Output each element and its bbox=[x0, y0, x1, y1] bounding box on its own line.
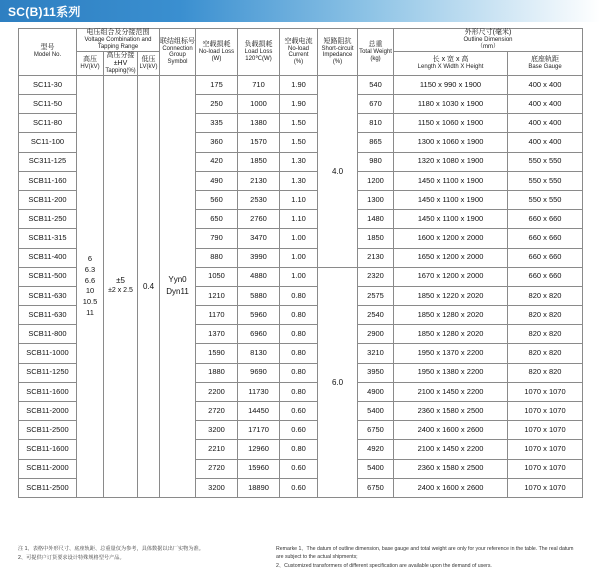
cell-noload-loss: 1210 bbox=[196, 286, 238, 305]
cell-load-loss: 17170 bbox=[238, 421, 280, 440]
table-body bbox=[19, 75, 583, 497]
cell-noload-loss: 1170 bbox=[196, 306, 238, 325]
footnotes bbox=[18, 546, 582, 571]
cell-load-loss: 8130 bbox=[238, 344, 280, 363]
cell-weight: 5400 bbox=[358, 402, 394, 421]
tapping-sub: ±2 x 2.5 bbox=[108, 287, 133, 295]
cell-noload-current: 1.00 bbox=[280, 267, 318, 286]
col-voltage-group: 电压组合及分接范围 Voltage Combination and Tapping Range bbox=[77, 29, 160, 52]
cell-load-loss: 2760 bbox=[238, 210, 280, 229]
connection-symbol: Dyn11 bbox=[166, 287, 189, 297]
cell-noload-current: 0.80 bbox=[280, 306, 318, 325]
cell-weight: 2320 bbox=[358, 267, 394, 286]
cell-noload-loss: 650 bbox=[196, 210, 238, 229]
cell-noload-loss: 790 bbox=[196, 229, 238, 248]
hv-value: 10 bbox=[85, 286, 95, 296]
page-title: SC(B)11系列 bbox=[8, 5, 81, 19]
cell-noload-current: 0.60 bbox=[280, 421, 318, 440]
cell-model: SCB11-2500 bbox=[19, 478, 77, 497]
cell-noload-current: 1.90 bbox=[280, 95, 318, 114]
cell-dimension: 2100 x 1450 x 2200 bbox=[394, 382, 508, 401]
cell-noload-current: 1.00 bbox=[280, 229, 318, 248]
cell-weight: 670 bbox=[358, 95, 394, 114]
cell-dimension: 1180 x 1030 x 1900 bbox=[394, 95, 508, 114]
hv-value: 6 bbox=[87, 253, 93, 263]
cell-load-loss: 5960 bbox=[238, 306, 280, 325]
cell-model: SCB11-800 bbox=[19, 325, 77, 344]
cell-model: SC11-100 bbox=[19, 133, 77, 152]
cell-load-loss: 14450 bbox=[238, 402, 280, 421]
cell-noload-current: 1.10 bbox=[280, 210, 318, 229]
cell-base-gauge: 1070 x 1070 bbox=[508, 402, 583, 421]
cell-noload-current: 1.90 bbox=[280, 75, 318, 94]
cell-model: SC11-30 bbox=[19, 75, 77, 94]
col-connection: 联结组标号 Connection Group Symbol bbox=[160, 29, 196, 76]
cell-hv-values bbox=[77, 75, 104, 497]
cell-model: SCB11-250 bbox=[19, 210, 77, 229]
cell-noload-loss: 420 bbox=[196, 152, 238, 171]
cell-base-gauge: 820 x 820 bbox=[508, 363, 583, 382]
cell-weight: 810 bbox=[358, 114, 394, 133]
cell-model: SCB11-2000 bbox=[19, 459, 77, 478]
cell-impedance: 6.0 bbox=[318, 267, 358, 497]
cell-noload-current: 0.80 bbox=[280, 344, 318, 363]
cell-load-loss: 710 bbox=[238, 75, 280, 94]
cell-dimension: 1950 x 1370 x 2200 bbox=[394, 344, 508, 363]
cell-noload-loss: 1590 bbox=[196, 344, 238, 363]
col-lv: 低压 LV(kV) bbox=[138, 51, 160, 75]
cell-model: SCB11-1000 bbox=[19, 344, 77, 363]
cell-dimension: 1450 x 1100 x 1900 bbox=[394, 190, 508, 209]
cell-noload-loss: 1050 bbox=[196, 267, 238, 286]
table-row bbox=[19, 75, 583, 94]
cell-noload-loss: 2720 bbox=[196, 459, 238, 478]
cell-base-gauge: 820 x 820 bbox=[508, 286, 583, 305]
cell-load-loss: 1850 bbox=[238, 152, 280, 171]
col-tapping: 高压分接±HV Tapping(%) bbox=[105, 51, 136, 74]
cell-load-loss: 15960 bbox=[238, 459, 280, 478]
table-header bbox=[19, 29, 583, 76]
cell-base-gauge: 660 x 660 bbox=[508, 267, 583, 286]
cell-base-gauge: 550 x 550 bbox=[508, 152, 583, 171]
cell-weight: 2540 bbox=[358, 306, 394, 325]
col-weight: 总重 Total Weight (kg) bbox=[358, 29, 394, 76]
cell-dimension: 2360 x 1580 x 2500 bbox=[394, 459, 508, 478]
cell-model: SCB11-315 bbox=[19, 229, 77, 248]
cell-noload-current: 1.50 bbox=[280, 114, 318, 133]
cell-load-loss: 2530 bbox=[238, 190, 280, 209]
cell-base-gauge: 1070 x 1070 bbox=[508, 478, 583, 497]
col-base-gauge: 底座轨距 Base Gauge bbox=[508, 51, 583, 75]
cell-weight: 6750 bbox=[358, 421, 394, 440]
cell-base-gauge: 400 x 400 bbox=[508, 133, 583, 152]
cell-base-gauge: 400 x 400 bbox=[508, 75, 583, 94]
cell-base-gauge: 820 x 820 bbox=[508, 306, 583, 325]
cell-noload-current: 1.00 bbox=[280, 248, 318, 267]
cell-dimension: 1600 x 1200 x 2000 bbox=[394, 229, 508, 248]
cell-noload-current: 0.60 bbox=[280, 402, 318, 421]
header-banner bbox=[0, 0, 600, 22]
cell-model: SCB11-630 bbox=[19, 286, 77, 305]
cell-load-loss: 3990 bbox=[238, 248, 280, 267]
cell-base-gauge: 660 x 660 bbox=[508, 229, 583, 248]
footnote-cn-2: 2、可提供户订货要求设计特殊规格型号产品。 bbox=[18, 554, 125, 561]
cell-dimension: 1300 x 1060 x 1900 bbox=[394, 133, 508, 152]
cell-load-loss: 1000 bbox=[238, 95, 280, 114]
tapping-main: ±5 bbox=[116, 276, 125, 286]
footnotes-en bbox=[276, 546, 576, 571]
cell-dimension: 1650 x 1200 x 2000 bbox=[394, 248, 508, 267]
cell-lv: 0.4 bbox=[138, 75, 160, 497]
cell-base-gauge: 400 x 400 bbox=[508, 114, 583, 133]
cell-load-loss: 11730 bbox=[238, 382, 280, 401]
cell-weight: 4900 bbox=[358, 382, 394, 401]
cell-load-loss: 4880 bbox=[238, 267, 280, 286]
cell-base-gauge: 660 x 660 bbox=[508, 210, 583, 229]
cell-noload-current: 0.60 bbox=[280, 478, 318, 497]
hv-value: 6.6 bbox=[84, 275, 96, 285]
col-model: 型号 Model No. bbox=[19, 29, 77, 76]
cell-noload-loss: 2720 bbox=[196, 402, 238, 421]
cell-dimension: 2360 x 1580 x 2500 bbox=[394, 402, 508, 421]
cell-model: SCB11-400 bbox=[19, 248, 77, 267]
cell-load-loss: 18890 bbox=[238, 478, 280, 497]
col-outline-group: 外形尺寸(毫米) Outline Dimension （mm） bbox=[394, 29, 583, 52]
cell-base-gauge: 1070 x 1070 bbox=[508, 382, 583, 401]
cell-dimension: 2400 x 1600 x 2600 bbox=[394, 421, 508, 440]
cell-noload-current: 0.80 bbox=[280, 286, 318, 305]
cell-noload-loss: 335 bbox=[196, 114, 238, 133]
cell-weight: 865 bbox=[358, 133, 394, 152]
cell-model: SC11-80 bbox=[19, 114, 77, 133]
cell-noload-loss: 2210 bbox=[196, 440, 238, 459]
cell-load-loss: 5880 bbox=[238, 286, 280, 305]
cell-weight: 6750 bbox=[358, 478, 394, 497]
cell-model: SCB11-500 bbox=[19, 267, 77, 286]
cell-noload-loss: 490 bbox=[196, 171, 238, 190]
cell-dimension: 1950 x 1380 x 2200 bbox=[394, 363, 508, 382]
cell-noload-loss: 560 bbox=[196, 190, 238, 209]
cell-noload-current: 1.30 bbox=[280, 171, 318, 190]
col-dimension: 长 x 宽 x 高 Length X Width X Height bbox=[394, 51, 508, 75]
cell-noload-loss: 3200 bbox=[196, 478, 238, 497]
cell-weight: 1200 bbox=[358, 171, 394, 190]
cell-dimension: 1850 x 1280 x 2020 bbox=[394, 306, 508, 325]
cell-noload-current: 1.50 bbox=[280, 133, 318, 152]
cell-connection-symbols bbox=[160, 75, 196, 497]
cell-base-gauge: 400 x 400 bbox=[508, 95, 583, 114]
cell-weight: 3210 bbox=[358, 344, 394, 363]
hv-value: 11 bbox=[86, 308, 94, 318]
cell-weight: 3950 bbox=[358, 363, 394, 382]
col-load-loss: 负载损耗 Load Loss 120℃(W) bbox=[238, 29, 280, 76]
cell-model: SCB11-630 bbox=[19, 306, 77, 325]
cell-weight: 540 bbox=[358, 75, 394, 94]
footnote-en-2: 2、Customized transformers of different specification are available upon the demand of users. bbox=[276, 562, 492, 569]
cell-base-gauge: 550 x 550 bbox=[508, 171, 583, 190]
col-noload-current: 空载电流 No-load Current (%) bbox=[280, 29, 318, 76]
cell-weight: 5400 bbox=[358, 459, 394, 478]
cell-dimension: 1320 x 1080 x 1900 bbox=[394, 152, 508, 171]
cell-dimension: 1850 x 1220 x 2020 bbox=[394, 286, 508, 305]
cell-load-loss: 2130 bbox=[238, 171, 280, 190]
cell-dimension: 1450 x 1100 x 1900 bbox=[394, 171, 508, 190]
col-impedance: 短路阻抗 Short-circuit Impedance (%) bbox=[318, 29, 358, 76]
cell-impedance: 4.0 bbox=[318, 75, 358, 267]
footnote-en-1: Remarke 1、The datum of outline dimension, base gauge and total weight are only for your reference in the table. The real datum are subject to the actual shipments; bbox=[276, 546, 574, 560]
cell-model: SCB11-2500 bbox=[19, 421, 77, 440]
cell-base-gauge: 820 x 820 bbox=[508, 325, 583, 344]
cell-weight: 4920 bbox=[358, 440, 394, 459]
footnotes-cn bbox=[18, 546, 276, 564]
cell-dimension: 2400 x 1600 x 2600 bbox=[394, 478, 508, 497]
specification-table bbox=[18, 28, 583, 498]
footnote-cn-1: 注 1、表格中外形尺寸、底座轨距、总重量仅为参考，具体数据以出厂实物为准。 bbox=[18, 546, 204, 552]
cell-model: SC311-125 bbox=[19, 152, 77, 171]
cell-noload-current: 0.80 bbox=[280, 325, 318, 344]
cell-dimension: 1670 x 1200 x 2000 bbox=[394, 267, 508, 286]
cell-dimension: 1150 x 1060 x 1900 bbox=[394, 114, 508, 133]
cell-model: SCB11-1250 bbox=[19, 363, 77, 382]
cell-load-loss: 12960 bbox=[238, 440, 280, 459]
cell-noload-loss: 3200 bbox=[196, 421, 238, 440]
cell-base-gauge: 1070 x 1070 bbox=[508, 459, 583, 478]
cell-model: SC11-50 bbox=[19, 95, 77, 114]
hv-value: 6.3 bbox=[84, 264, 96, 274]
cell-noload-current: 1.10 bbox=[280, 190, 318, 209]
cell-load-loss: 9690 bbox=[238, 363, 280, 382]
cell-model: SCB11-1600 bbox=[19, 440, 77, 459]
cell-noload-loss: 1880 bbox=[196, 363, 238, 382]
cell-load-loss: 1570 bbox=[238, 133, 280, 152]
cell-dimension: 1850 x 1280 x 2020 bbox=[394, 325, 508, 344]
cell-tapping bbox=[104, 75, 138, 497]
hv-value: 10.5 bbox=[82, 297, 98, 307]
cell-weight: 1480 bbox=[358, 210, 394, 229]
cell-noload-current: 1.30 bbox=[280, 152, 318, 171]
cell-dimension: 1450 x 1100 x 1900 bbox=[394, 210, 508, 229]
col-noload-loss: 空载损耗 No-load Loss (W) bbox=[196, 29, 238, 76]
cell-base-gauge: 820 x 820 bbox=[508, 344, 583, 363]
cell-weight: 2900 bbox=[358, 325, 394, 344]
cell-noload-current: 0.60 bbox=[280, 459, 318, 478]
cell-model: SCB11-1600 bbox=[19, 382, 77, 401]
cell-noload-current: 0.80 bbox=[280, 382, 318, 401]
cell-weight: 980 bbox=[358, 152, 394, 171]
cell-model: SCB11-200 bbox=[19, 190, 77, 209]
connection-symbol: Yyn0 bbox=[168, 274, 187, 284]
cell-weight: 1300 bbox=[358, 190, 394, 209]
cell-model: SCB11-2000 bbox=[19, 402, 77, 421]
cell-noload-loss: 250 bbox=[196, 95, 238, 114]
cell-noload-current: 0.80 bbox=[280, 440, 318, 459]
cell-noload-loss: 880 bbox=[196, 248, 238, 267]
cell-model: SCB11-160 bbox=[19, 171, 77, 190]
cell-base-gauge: 550 x 550 bbox=[508, 190, 583, 209]
cell-noload-current: 0.80 bbox=[280, 363, 318, 382]
cell-weight: 2575 bbox=[358, 286, 394, 305]
cell-weight: 1850 bbox=[358, 229, 394, 248]
cell-noload-loss: 175 bbox=[196, 75, 238, 94]
col-hv: 高压 HV(kV) bbox=[77, 51, 104, 75]
cell-load-loss: 6960 bbox=[238, 325, 280, 344]
cell-weight: 2130 bbox=[358, 248, 394, 267]
cell-load-loss: 1380 bbox=[238, 114, 280, 133]
cell-noload-loss: 1370 bbox=[196, 325, 238, 344]
cell-noload-loss: 360 bbox=[196, 133, 238, 152]
cell-dimension: 2100 x 1450 x 2200 bbox=[394, 440, 508, 459]
cell-base-gauge: 1070 x 1070 bbox=[508, 440, 583, 459]
cell-load-loss: 3470 bbox=[238, 229, 280, 248]
cell-base-gauge: 660 x 660 bbox=[508, 248, 583, 267]
cell-dimension: 1150 x 990 x 1900 bbox=[394, 75, 508, 94]
cell-base-gauge: 1070 x 1070 bbox=[508, 421, 583, 440]
cell-noload-loss: 2200 bbox=[196, 382, 238, 401]
